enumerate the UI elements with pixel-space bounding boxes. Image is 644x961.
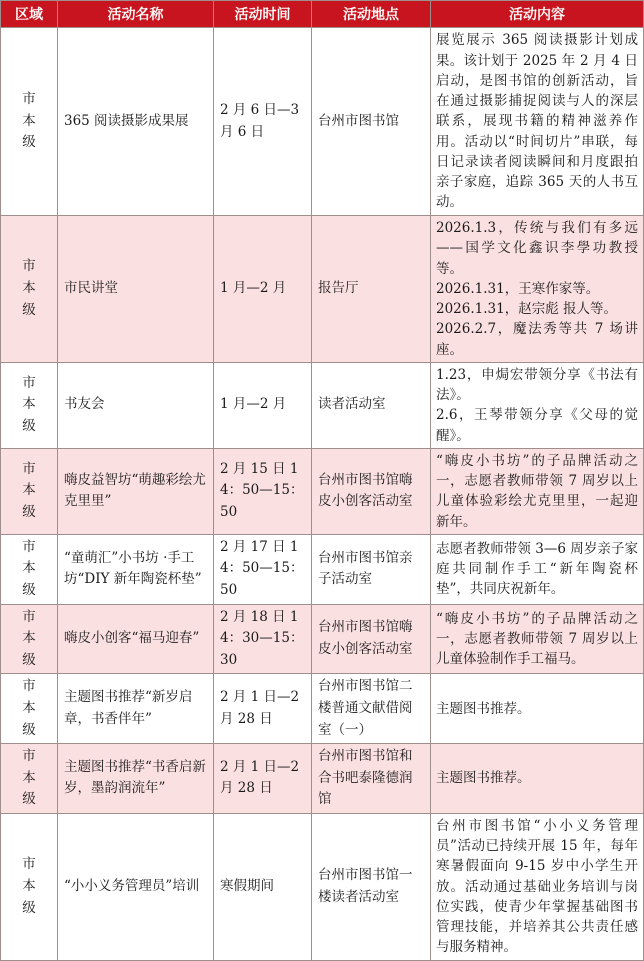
table-row bbox=[1, 604, 644, 674]
activity-time-cell: 2 月 6 日—3 月 6 日 bbox=[214, 28, 312, 216]
table-row bbox=[1, 362, 644, 448]
activity-name-cell: 市民讲堂 bbox=[58, 216, 214, 363]
activity-time-cell: 2 月 1 日—2 月 28 日 bbox=[214, 674, 312, 744]
activity-place-cell: 台州市图书馆 bbox=[312, 28, 431, 216]
activity-time-cell: 1 月—2 月 bbox=[214, 362, 312, 448]
activity-place-cell: 台州市图书馆一楼读者活动室 bbox=[312, 813, 431, 960]
region-cell: 市本级 bbox=[22, 258, 36, 318]
header-content: 活动内容 bbox=[431, 1, 644, 28]
table-row bbox=[1, 28, 644, 216]
table-row bbox=[1, 674, 644, 744]
activity-name-cell: 主题图书推荐“书香启新岁，墨韵润流年” bbox=[58, 744, 214, 814]
header-row bbox=[1, 1, 644, 28]
activity-content-text: 台州市图书馆“小小义务管理员”活动已持续开展 15 年，每年寒暑假面向 9-15 岁中小学生开放。活动通过基础业务培训与岗位实践，使青少年掌握基础图书管理技能，并培养其公共责任感与服务精神。 bbox=[436, 817, 638, 956]
table-row bbox=[1, 744, 644, 814]
activity-place-cell: 台州市图书馆嗨皮小创客活动室 bbox=[312, 448, 431, 534]
activity-place-cell: 台州市图书馆亲子活动室 bbox=[312, 534, 431, 604]
activity-content-text: 2026.1.31，王寒作家等。 bbox=[436, 280, 600, 297]
activity-time-cell: 2 月 17 日 14：50—15：50 bbox=[214, 534, 312, 604]
table-row bbox=[1, 216, 644, 363]
activity-place-cell: 报告厅 bbox=[312, 216, 431, 363]
region-cell: 市本级 bbox=[22, 748, 36, 808]
activity-time-cell: 2 月 1 日—2 月 28 日 bbox=[214, 744, 312, 814]
activity-time-cell: 2 月 18 日 14：30—15：30 bbox=[214, 604, 312, 674]
region-cell: 市本级 bbox=[22, 460, 36, 521]
activity-content-text: “嗨皮小书坊”的子品牌活动之一，志愿者教师带领 7 周岁以上儿童体验制作手工福马。 bbox=[436, 610, 638, 668]
activity-place-cell: 读者活动室 bbox=[312, 362, 431, 448]
activity-content-text: 主题图书推荐。 bbox=[436, 700, 531, 717]
region-cell: 市本级 bbox=[22, 91, 36, 151]
activity-content-text: 2.6，王琴带领分享《父母的觉醒》。 bbox=[436, 407, 638, 444]
region-cell: 市本级 bbox=[22, 856, 36, 916]
activity-place-cell: 台州市图书馆和合书吧泰隆德润馆 bbox=[312, 744, 431, 814]
table-row bbox=[1, 448, 644, 534]
activity-content-text: 2026.2.7，魔法秀等共 7 场讲座。 bbox=[436, 321, 638, 358]
activity-content-text: 主题图书推荐。 bbox=[436, 770, 531, 787]
activity-name-cell: “童萌汇”小书坊 ·手工坊“DIY 新年陶瓷杯垫” bbox=[58, 534, 214, 604]
header-time: 活动时间 bbox=[214, 1, 312, 28]
table-row bbox=[1, 534, 644, 604]
region-cell: 市本级 bbox=[22, 374, 36, 435]
activity-name-cell: 主题图书推荐“新岁启章，书香伴年” bbox=[58, 674, 214, 744]
header-place: 活动地点 bbox=[312, 1, 431, 28]
activity-content-text: 2026.1.31，赵宗彪 报人等。 bbox=[436, 301, 617, 317]
activity-name-cell: 嗨皮益智坊“萌趣彩绘尤克里里” bbox=[58, 448, 214, 534]
activity-name-cell: “小小义务管理员”培训 bbox=[58, 813, 214, 960]
activity-time-cell: 寒假期间 bbox=[214, 813, 312, 960]
activity-content-text: 2026.1.3，传统与我们有多远——国学文化鑫识李學功教授等。 bbox=[436, 220, 638, 277]
activity-time-cell: 2 月 15 日 14：50—15：50 bbox=[214, 448, 312, 534]
activity-place-cell: 台州市图书馆二楼普通文献借阅室（一） bbox=[312, 674, 431, 744]
header-region: 区域 bbox=[1, 1, 58, 28]
activity-name-cell: 嗨皮小创客“福马迎春” bbox=[58, 604, 214, 674]
activity-content-text: 1.23，申焗宏带领分享《书法有法》。 bbox=[436, 366, 638, 403]
region-cell: 市本级 bbox=[22, 538, 36, 598]
table-row bbox=[1, 813, 644, 960]
activity-place-cell: 台州市图书馆嗨皮小创客活动室 bbox=[312, 604, 431, 674]
activity-content-text: “嗨皮小书坊”的子品牌活动之一，志愿者教师带领 7 周岁以上儿童体验彩绘尤克里里，一起迎新年。 bbox=[436, 452, 638, 530]
activity-time-cell: 1 月—2 月 bbox=[214, 216, 312, 363]
region-cell: 市本级 bbox=[22, 608, 36, 668]
activity-name-cell: 365 阅读摄影成果展 bbox=[58, 28, 214, 216]
header-name: 活动名称 bbox=[58, 1, 214, 28]
activity-content-text: 志愿者教师带领 3—6 周岁亲子家庭共同制作手工“新年陶瓷杯垫”，共同庆祝新年。 bbox=[436, 540, 638, 598]
activity-name-cell: 书友会 bbox=[58, 362, 214, 448]
activity-content-text: 展览展示 365 阅读摄影计划成果。该计划于 2025 年 2 月 4 日启动，是图书馆的创新活动，旨在通过摄影捕捉阅读与人的深层联系，展现书籍的精神滋养作用。活动以“时间切片”串联，每日记录读者阅读瞬间和月度跟拍亲子家庭，追踪 365 天的人书互动。 bbox=[436, 32, 638, 211]
region-cell: 市本级 bbox=[22, 678, 36, 738]
